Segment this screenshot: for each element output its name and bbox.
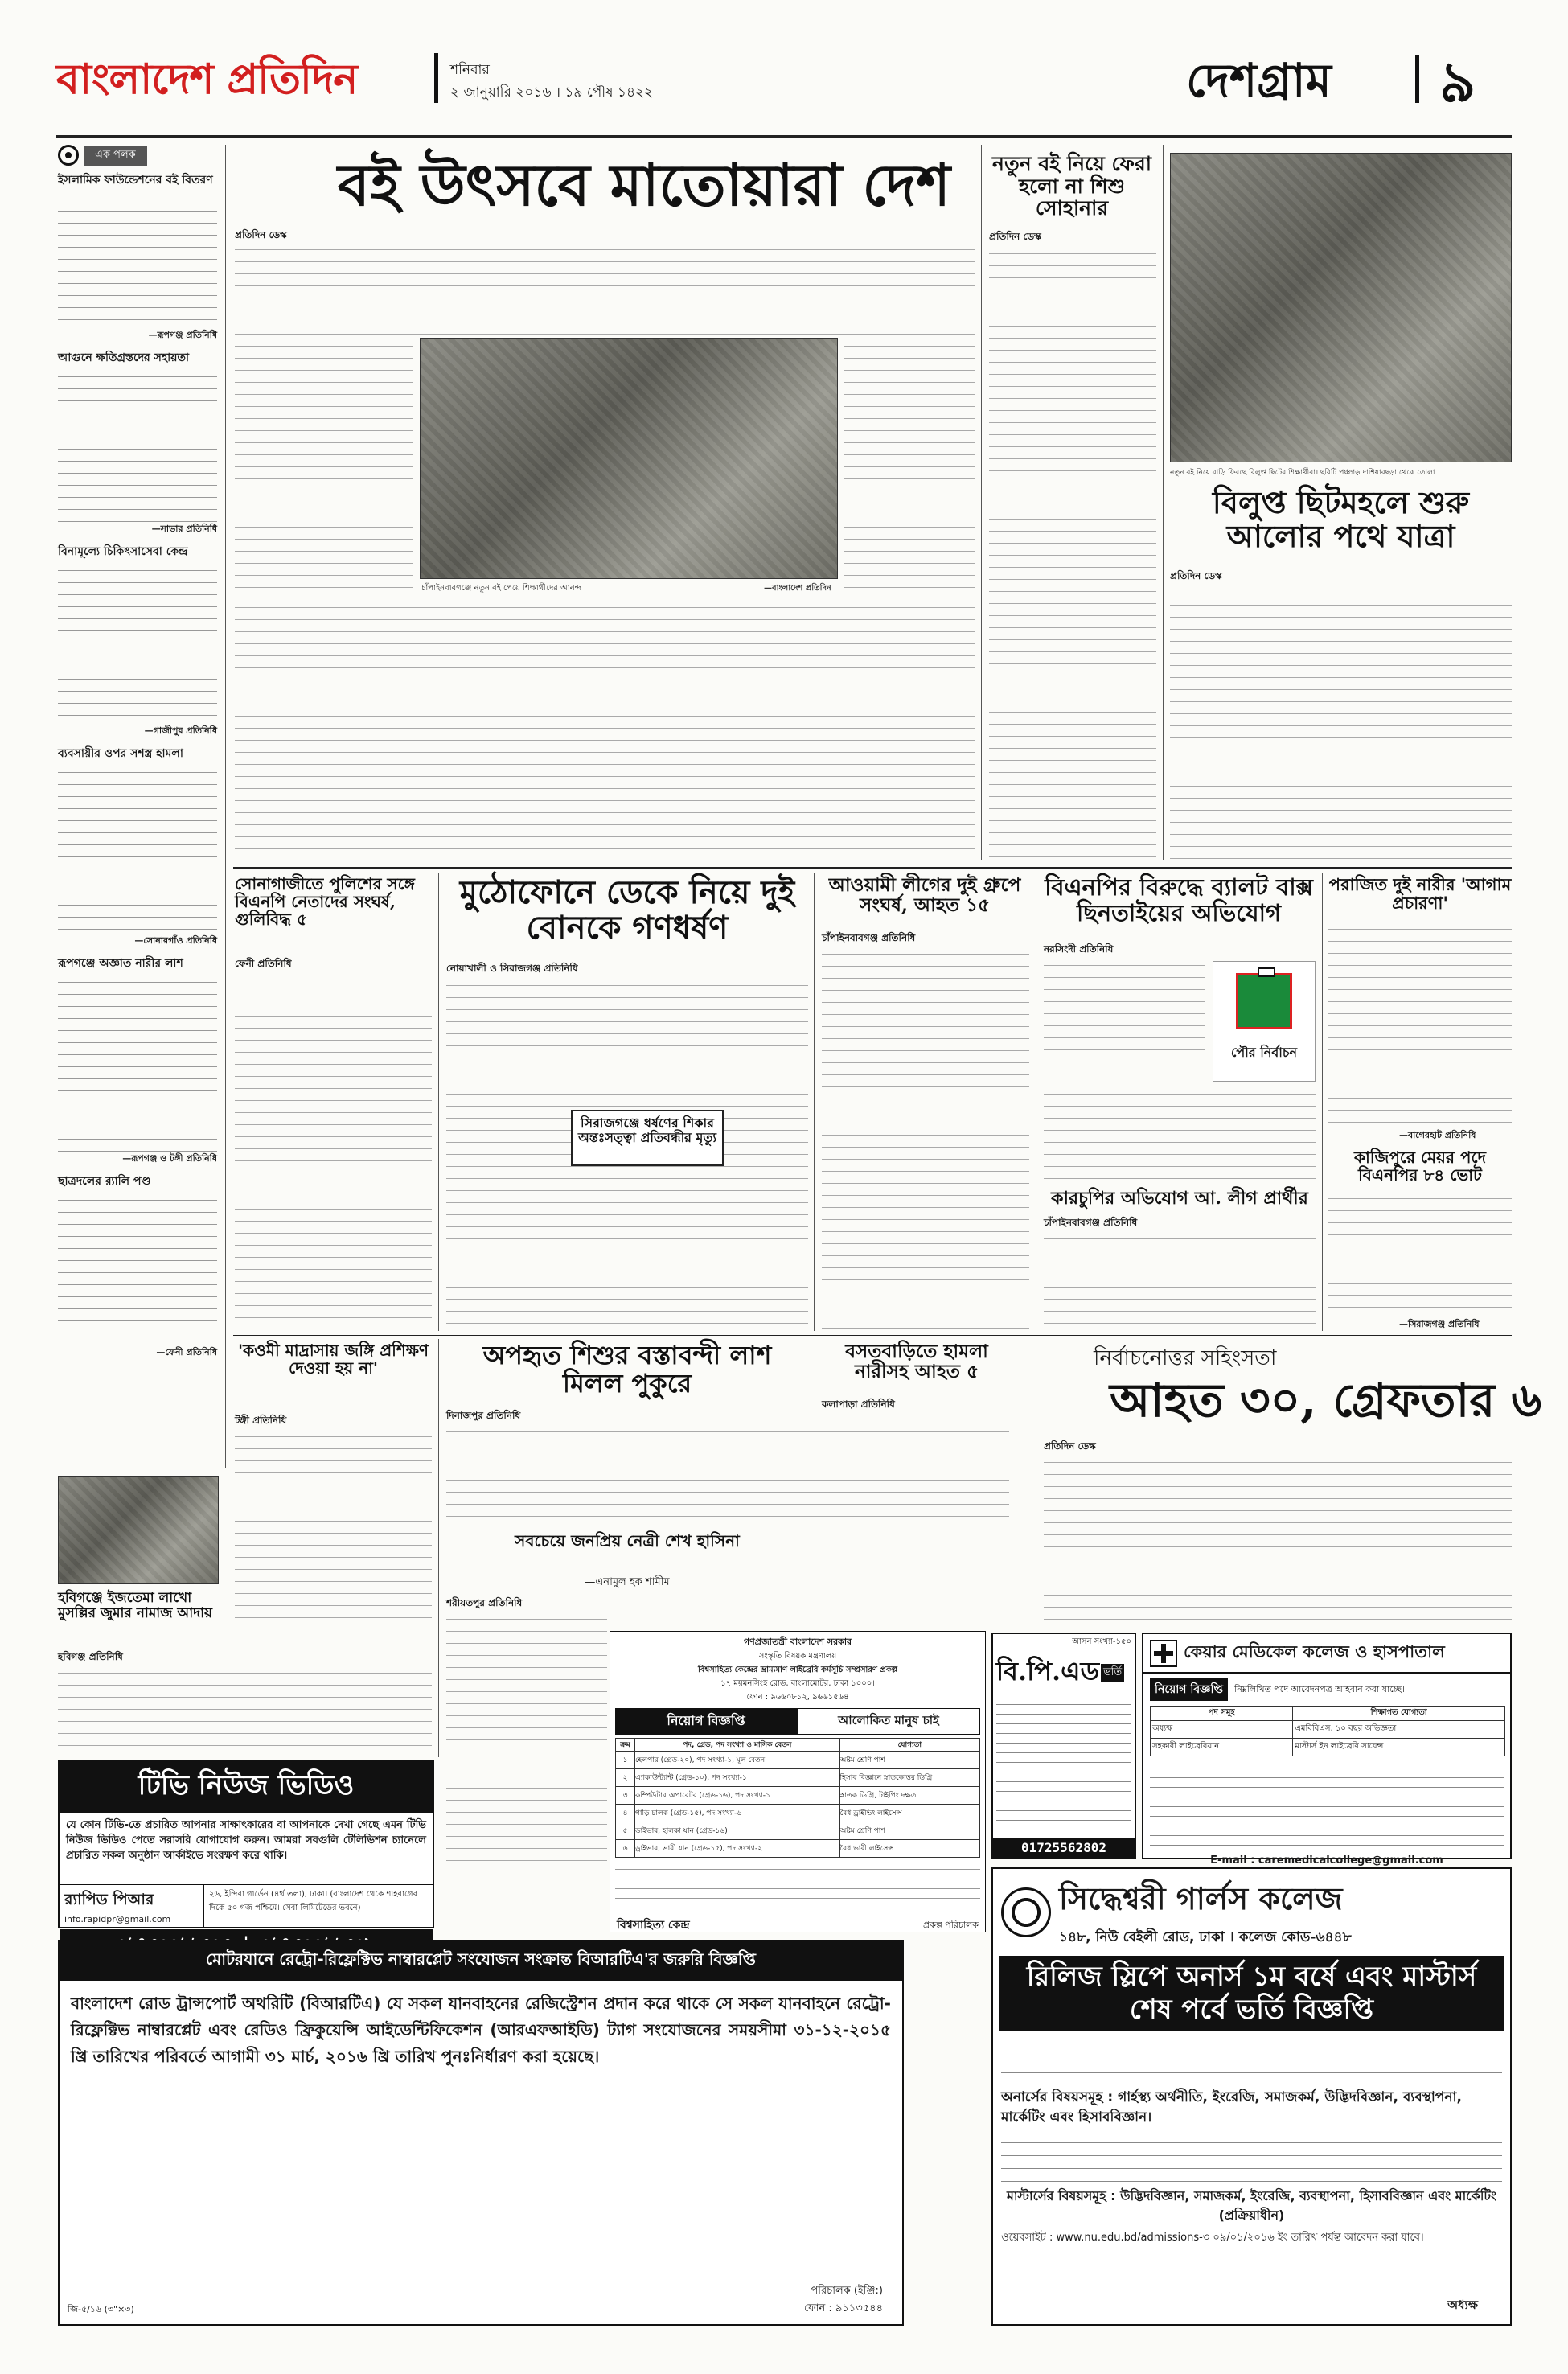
tv-news-ad (58, 1760, 434, 1928)
college-address: ১৪৮, নিউ বেইলী রোড, ঢাকা । কলেজ কোড-৬৪৪৮ (1059, 1929, 1352, 1945)
paper-name[interactable]: বাংলাদেশ প্রতিদিন (56, 55, 358, 104)
tv-ad-title: টিভি নিউজ ভিডিও (60, 1761, 433, 1813)
sidebar-item-title[interactable]: রূপগঞ্জে অজ্ঞাত নারীর লাশ (58, 957, 183, 970)
violence-headline[interactable]: আহত ৩০, গ্রেফতার ৬ (1110, 1373, 1542, 1427)
rape-inset-box (571, 1110, 724, 1166)
ijtema-byline: হবিগঞ্জ প্রতিনিধি (58, 1651, 123, 1662)
fraud-body (1044, 1230, 1316, 1331)
table-row: ২ এ্যাকাউন্ট্যান্ট (গ্রেড-১০), পদ সংখ্যা-১ হিসাব বিজ্ঞানে স্নাতকোত্তর ডিগ্রি (616, 1769, 980, 1787)
table-row: সহকারী লাইব্রেরিয়ান মাস্টার্স ইন লাইব্রেরি সায়েন্স (1151, 1739, 1505, 1756)
sidebar-item-byline: —ফেনী প্রতিনিধি (156, 1347, 217, 1357)
rape-headline[interactable]: মুঠোফোনে ডেকে নিয়ে দুই বোনকে গণধর্ষণ (459, 873, 795, 947)
section-rule-1 (233, 867, 1512, 869)
enclave-headline[interactable]: বিলুপ্ত ছিটমহলে শুরু আলোর পথে যাত্রা (1212, 484, 1470, 554)
college-website[interactable]: ওয়েবসাইট : www.nu.edu.bd/admissions-৩ ০৯/০১/২০১৬ ইং তারিখ পর্যন্ত আবেদন করা যাবে। (1001, 2231, 1424, 2244)
divider (1322, 873, 1323, 1331)
sidebar-item (58, 542, 217, 739)
lead-photo[interactable] (420, 338, 838, 579)
care-medical-ad (1142, 1633, 1512, 1867)
care-table: পদ সমূহ শিক্ষাগত যোগ্যতা অধ্যক্ষ এমবিবিএস, ১০ বছর অভিজ্ঞতা সহকারী লাইব্রেরিয়ান মাস্টার্স ইন লাইব্রেরি সায়েন্স (1150, 1706, 1505, 1756)
side-story-headline[interactable]: নতুন বই নিয়ে ফেরা হলো না শিশু সোহানার (992, 152, 1151, 220)
recruit-table (615, 1738, 980, 1858)
violence-body (1044, 1454, 1512, 1629)
college-subjects-masters: মাস্টার্সের বিষয়সমূহ : উদ্ভিদবিজ্ঞান, সমাজকর্ম, ইংরেজি, ব্যবস্থাপনা, হিসাববিজ্ঞান এবং মার্কেটিং (প্রক্রিয়াধীন) (1006, 2187, 1497, 2223)
ballot-box-icon (1236, 973, 1292, 1029)
care-body (1150, 1761, 1504, 1850)
women-cand-byline: —বাগেরহাট প্রতিনিধি (1399, 1130, 1476, 1140)
college-title: সিদ্ধেশ্বরী গার্লস কলেজ (1059, 1880, 1343, 1916)
police-clash-byline: ফেনী প্রতিনিধি (235, 958, 292, 969)
lead-body-bottom (235, 599, 975, 860)
sidebar-item-title[interactable]: ইসলামিক ফাউন্ডেশনের বই বিতরণ (58, 174, 213, 187)
page-number: ৯ (1439, 48, 1476, 115)
sidebar-item-byline: —রূপগঞ্জ ও টঙ্গী প্রতিনিধি (122, 1153, 217, 1164)
table-row: ৩ কম্পিউটার অপারেটর (গ্রেড-১৬), পদ সংখ্যা-১ স্নাতক ডিগ্রি, টাইপিং দক্ষতা (616, 1787, 980, 1805)
table-row: ৬ ড্রাইভার, ভারী যান (গ্রেড-১৫), পদ সংখ্যা-২ বৈধ ভারী লাইসেন্স (616, 1840, 980, 1858)
recruit-project: বিশ্বসাহিত্য কেন্দ্রের ভ্রাম্যমাণ লাইব্রেরি কর্মসূচি সম্প্রসারণ প্রকল্প (698, 1665, 897, 1674)
ballot-headline[interactable]: বিএনপির বিরুদ্ধে ব্যালট বাক্স ছিনতাইয়ের অভিযোগ (1045, 873, 1313, 926)
care-notice: নিয়োগ বিজ্ঞপ্তি (1150, 1678, 1228, 1701)
rape-byline: নোয়াখালী ও সিরাজগঞ্জ প্রতিনিধি (446, 963, 578, 974)
ijtema-photo[interactable] (58, 1476, 219, 1584)
recruit-phone: ফোন : ৯৬৬০৮১২, ৯৬৬১৫৬৪ (746, 1693, 849, 1702)
madrasa-body (235, 1428, 432, 1629)
sidebar-divider (225, 145, 226, 1468)
sidebar-item-title[interactable]: ছাত্রদলের র‌্যালি পণ্ড (58, 1175, 151, 1188)
recruit-header-cell: পদ, গ্রেড, পদ সংখ্যা ও মাসিক বেতন (635, 1739, 840, 1752)
lead-photo-caption: চাঁপাইনবাবগঞ্জে নতুন বই পেয়ে শিক্ষার্থীদের আনন্দ (421, 584, 581, 593)
sidebar (58, 145, 217, 1468)
sidebar-item-byline: —সোনারগাঁও প্রতিনিধি (134, 935, 217, 946)
lead-divider (981, 145, 982, 860)
women-cand-body (1328, 921, 1512, 1126)
hasina-sub: —এনামুল হক শামীম (585, 1576, 670, 1588)
police-clash-headline[interactable]: সোনাগাজীতে পুলিশের সঙ্গে বিএনপি নেতাদের সংঘর্ষ, গুলিবিদ্ধ ৫ (235, 874, 415, 929)
enclave-body (1170, 585, 1512, 860)
lead-photo-credit: —বাংলাদেশ প্রতিদিন (764, 584, 831, 593)
rape-inset-headline[interactable]: সিরাজগঞ্জে ধর্ষণের শিকার অন্তঃসত্ত্বা প্রতিবন্ধীর মৃত্যু (577, 1115, 717, 1145)
brta-notice (58, 1940, 904, 2326)
side-story-byline: প্রতিদিন ডেস্ক (989, 231, 1041, 242)
sidebar-item (58, 954, 217, 1167)
house-attack-headline[interactable]: বসতবাড়িতে হামলা নারীসহ আহত ৫ (845, 1341, 988, 1383)
sidebar-item-byline: —রূপগঞ্জ প্রতিনিধি (148, 330, 217, 340)
sidebar-label: এক পলক (84, 146, 147, 166)
sidebar-item-title[interactable]: ব্যবসায়ীর ওপর সশস্ত্র হামলা (58, 747, 183, 760)
kazipur-headline[interactable]: কাজিপুরে মেয়র পদে বিএনপির ৮৪ ভোট (1353, 1148, 1487, 1185)
recruit-subtitle: আলোকিত মানুষ চাই (797, 1708, 980, 1735)
bped-brand: বি.পি.এড (996, 1656, 1100, 1686)
enclave-byline: প্রতিদিন ডেস্ক (1170, 570, 1222, 581)
sidebar-item-title[interactable]: বিনামূল্যে চিকিৎসাসেবা কেন্দ্র (58, 545, 188, 558)
issue-day: শনিবার (450, 62, 490, 78)
violence-byline: প্রতিদিন ডেস্ক (1044, 1440, 1096, 1452)
house-attack-byline: কলাপাড়া প্রতিনিধি (822, 1399, 895, 1410)
ijtema-headline[interactable]: হবিগঞ্জে ইজতেমা লাখো মুসল্লির জুমার নামাজ আদায় (58, 1590, 213, 1621)
awami-clash-headline[interactable]: আওয়ামী লীগের দুই গ্রুপে সংঘর্ষ, আহত ১৫ (828, 874, 1021, 917)
care-title: কেয়ার মেডিকেল কলেজ ও হাসপাতাল (1184, 1641, 1445, 1661)
women-cand-headline[interactable]: পরাজিত দুই নারীর 'আগাম প্রচারণা' (1328, 874, 1512, 914)
care-email[interactable]: E-mail : caremedicalcollege@gmail.com (1210, 1854, 1443, 1867)
sidebar-item-text (58, 1193, 217, 1345)
recruit-notes (615, 1863, 980, 1911)
enclave-photo-caption: নতুন বই নিয়ে বাড়ি ফিরছে বিলুপ্ত ছিটের শিক্ষার্থীরা। ছবিটি পঞ্চগড় দাশিয়ারছড়া থেকে তোলা (1170, 469, 1435, 477)
madrasa-headline[interactable]: 'কওমী মাদ্রাসায় জঙ্গি প্রশিক্ষণ দেওয়া হয় না' (238, 1341, 429, 1378)
eye-icon (58, 145, 79, 166)
recruit-header-cell: যোগ্যতা (839, 1739, 979, 1752)
tv-ad-address: ২৬, ইন্দিরা গার্ডেন (৪র্থ তলা), ঢাকা। (বাংলাদেশ থেকে শাহবাগের দিকে ৫০ গজ পশ্চিমে। সেবা লিমিটেডের ভবনে) (209, 1890, 418, 1912)
ballot-logo (1213, 961, 1316, 1082)
recruit-header-cell: ক্রম (616, 1739, 635, 1752)
medical-cross-icon (1150, 1640, 1177, 1667)
hasina-headline[interactable]: সবচেয়ে জনপ্রিয় নেত্রী শেখ হাসিনা (515, 1531, 740, 1550)
enclave-photo[interactable] (1170, 153, 1512, 462)
sidebar-item-byline: —সাভার প্রতিনিধি (151, 524, 217, 534)
police-clash-body (235, 971, 432, 1325)
table-row: ৪ গাড়ি চালক (গ্রেড-১৫), পদ সংখ্যা-৬ বৈধ ড্রাইভিং লাইসেন্স (616, 1805, 980, 1822)
brta-body: বাংলাদেশ রোড ট্রান্সপোর্ট অথরিটি (বিআরটিএ) যে সকল যানবাহনের রেজিস্ট্রেশন প্রদান করে থাকে সে সকল যানবাহনে রেট্রো-রিফ্লেক্টিভ নাম্বারপ্লেট এবং রেডিও ফ্রিকুয়েন্সি আইডেন্টিফিকেশন (আরএফআইডি) ট্যাগ সংযোজনের সময়সীমা ৩১-১২-২০১৫ খ্রি তারিখের পরিবর্তে আগামী ৩১ মার্চ, ২০১৬ খ্রি তারিখ পুনঃনির্ধারণ করা হয়েছে। (71, 1994, 891, 2066)
madrasa-byline: টঙ্গী প্রতিনিধি (235, 1415, 287, 1426)
kazipur-body (1328, 1190, 1512, 1315)
divider (438, 1339, 439, 1757)
sidebar-item-text (58, 563, 217, 724)
bped-sub: আসন সংখ্যা-১৫০ (1072, 1637, 1131, 1646)
masthead-divider-right (1415, 55, 1419, 103)
college-principal: অধ্যক্ষ (1447, 2298, 1478, 2312)
lead-body-right (844, 338, 975, 595)
sidebar-item (58, 1172, 217, 1361)
sidebar-item-text (58, 191, 217, 328)
missing-child-headline[interactable]: অপহৃত শিশুর বস্তাবন্দী লাশ মিলল পুকুরে (482, 1340, 772, 1399)
bped-phone[interactable]: 01725562802 (993, 1838, 1135, 1858)
care-desc: নিম্নলিখিত পদে আবেদনপত্র আহবান করা যাচ্ছে। (1234, 1683, 1405, 1694)
recruitment-notice (610, 1631, 986, 1932)
side-divider (1163, 145, 1164, 860)
lead-body-top (235, 241, 975, 336)
ballot-logo-text: পৌর নির্বাচন (1230, 1045, 1298, 1060)
hasina-byline: শরীয়তপুর প্রতিনিধি (446, 1597, 523, 1608)
sidebar-item (58, 744, 217, 949)
bped-body (996, 1698, 1131, 1834)
bped-ad (991, 1633, 1136, 1859)
sidebar-item-title[interactable]: আগুনে ক্ষতিগ্রস্তদের সহায়তা (58, 351, 190, 364)
recruit-director: প্রকল্প পরিচালক (923, 1919, 979, 1930)
missing-child-byline: দিনাজপুর প্রতিনিধি (446, 1410, 521, 1421)
masthead-rule (56, 135, 1512, 138)
section-title: দেশগ্রাম (1186, 53, 1332, 108)
divider (438, 873, 439, 1331)
table-row: অধ্যক্ষ এমবিবিএস, ১০ বছর অভিজ্ঞতা (1151, 1721, 1505, 1739)
table-row: ৫ ডাইভার, হালকা যান (গ্রেড-১৬) অষ্টম শ্রেণি পাশ (616, 1822, 980, 1840)
sidebar-item-text (58, 765, 217, 934)
issue-date: ২ জানুয়ারি ২০১৬ । ১৯ পৌষ ১৪২২ (450, 84, 654, 101)
ijtema-body (58, 1665, 432, 1753)
lead-headline[interactable]: বই উৎসবে মাতোয়ারা দেশ (338, 150, 950, 219)
college-banner: রিলিজ স্লিপে অনার্স ১ম বর্ষে এবং মাস্টার্স শেষ পর্বে ভর্তি বিজ্ঞপ্তি (999, 1956, 1504, 2031)
brta-code: জি-৫/১৬ (৩"×৩) (68, 2304, 134, 2314)
bped-tag: ভর্তি (1101, 1664, 1124, 1682)
hasina-body (446, 1611, 607, 1872)
brta-title: মোটরযানে রেট্রো-রিফ্লেক্টিভ নাম্বারপ্লেট সংযোজন সংক্রান্ত বিআরটিএ'র জরুরি বিজ্ঞপ্তি (60, 1941, 902, 1981)
lead-byline: প্রতিদিন ডেস্ক (235, 229, 287, 240)
college-body-2 (1001, 2134, 1502, 2182)
violence-kicker: নির্বাচনোত্তর সহিংসতা (1094, 1346, 1277, 1370)
brta-signature: পরিচালক (ইঞ্জি:) (811, 2285, 883, 2297)
fraud-byline: চাঁপাইনবাবগঞ্জ প্রতিনিধি (1044, 1217, 1138, 1228)
ballot-byline: নরসিংদী প্রতিনিধি (1044, 943, 1114, 955)
sidebar-item (58, 170, 217, 343)
kazipur-byline: —সিরাজগঞ্জ প্রতিনিধি (1399, 1319, 1480, 1329)
lead-body-left (235, 338, 413, 595)
college-subjects-honours: অনার্সের বিষয়সমূহ : গার্হস্থ্য অর্থনীতি, ইংরেজি, সমাজকর্ম, উদ্ভিদবিজ্ঞান, ব্যবস্থাপনা, মার্কেটিং এবং হিসাববিজ্ঞান। (1001, 2089, 1462, 2126)
ballot-body-bottom (1044, 1086, 1316, 1182)
recruit-logo: বিশ্বসাহিত্য কেন্দ্র (617, 1919, 690, 1932)
masthead-divider (434, 53, 438, 103)
masthead (56, 32, 1520, 129)
fraud-headline[interactable]: কারচুপির অভিযোগ আ. লীগ প্রার্থীর (1051, 1188, 1308, 1209)
awami-clash-body (822, 946, 1029, 1332)
missing-child-body (446, 1423, 1009, 1524)
sidebar-header (58, 145, 217, 166)
divider (814, 873, 815, 1331)
college-body (1001, 2038, 1502, 2081)
recruit-address: ১৭ ময়মনসিংহ রোড, বাংলামোটর, ঢাকা ১০০০। (720, 1679, 875, 1688)
table-row: ১ হেলপার (গ্রেড-২০), পদ সংখ্যা-১, মূল বেতন অষ্টম শ্রেণি পাশ (616, 1752, 980, 1769)
recruit-ministry: সংস্কৃতি বিষয়ক মন্ত্রণালয় (758, 1652, 837, 1661)
college-ad (991, 1867, 1512, 2326)
side-story-body (989, 245, 1156, 860)
tv-ad-brand: র‍্যাপিড পিআর (64, 1891, 154, 1908)
brta-phone: ফোন : ৯১১৩৫৪৪ (803, 2302, 883, 2314)
awami-clash-byline: চাঁপাইনবাবগঞ্জ প্রতিনিধি (822, 932, 916, 943)
section-rule-2 (233, 1335, 1512, 1336)
sidebar-item-text (58, 975, 217, 1152)
tv-ad-email[interactable]: info.rapidpr@gmail.com (64, 1914, 171, 1924)
recruit-title: নিয়োগ বিজ্ঞপ্তি (615, 1708, 797, 1735)
sidebar-item (58, 348, 217, 537)
tv-ad-body: যে কোন টিভি-তে প্রচারিত আপনার সাক্ষাৎকারের বা আপনাকে দেখা গেছে এমন টিভি নিউজ ভিডিও পেতে সরাসরি যোগাযোগ করুন। আমরা সবগুলি টেলিভিশন চ্যানেলে প্রচারিত সকল অনুষ্ঠান আর্কাইভে সংরক্ষণ করে থাকি। (66, 1819, 426, 1862)
sidebar-item-byline: —গাজীপুর প্রতিনিধি (144, 725, 217, 736)
sidebar-item-text (58, 369, 217, 522)
recruit-govt: গণপ্রজাতন্ত্রী বাংলাদেশ সরকার (743, 1637, 852, 1647)
college-logo-icon (1001, 1887, 1051, 1937)
